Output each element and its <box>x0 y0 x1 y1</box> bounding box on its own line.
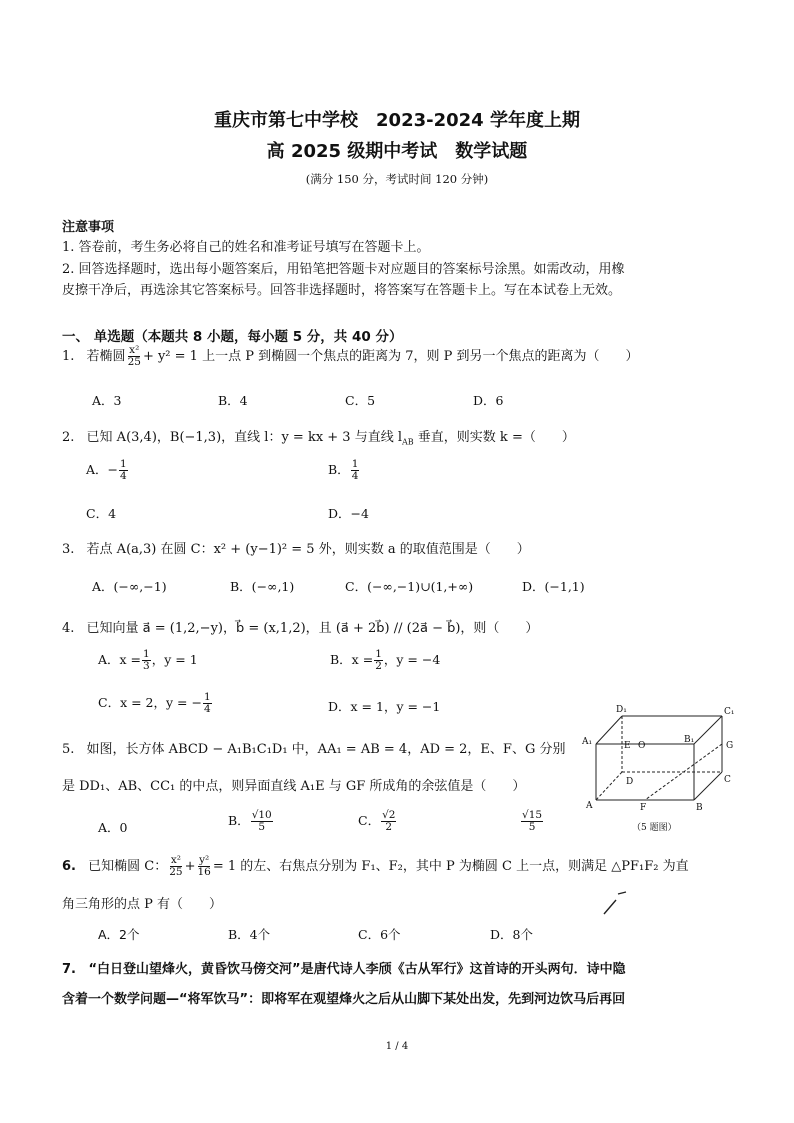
label-a1: A₁ <box>582 737 593 747</box>
fraction-den: 4 <box>203 703 211 716</box>
question-number: 4. <box>62 621 75 636</box>
question-text: 已知椭圆 C： <box>88 859 168 875</box>
q2-option-a[interactable] <box>86 459 129 482</box>
question-2 <box>62 426 575 447</box>
question-text: 垂直，则实数 k =（ ） <box>413 430 575 445</box>
fraction-den: 5 <box>258 821 266 834</box>
fraction-num: 1 <box>375 648 382 660</box>
q3-option-d[interactable]: D．(−1,1) <box>522 579 585 594</box>
fraction-num: x² <box>129 344 140 356</box>
question-number: 3. <box>62 542 75 557</box>
label-c1: C₁ <box>724 707 735 717</box>
q1-option-a[interactable]: A．3 <box>92 393 122 408</box>
label-f: F <box>640 803 647 813</box>
question-number: 2. <box>62 430 75 445</box>
question-text: “白日登山望烽火，黄昏饮马傍交河”是唐代诗人李颀《古从军行》这首诗的开头两句．诗中隐 <box>88 962 626 977</box>
q1-option-d[interactable]: D．6 <box>473 393 504 408</box>
q2-option-d[interactable]: D．−4 <box>328 506 369 521</box>
label-d1: D₁ <box>616 705 627 715</box>
option-text: ，y = 1 <box>151 652 198 668</box>
fraction-den: 5 <box>528 821 536 834</box>
option-label: C． <box>358 813 381 829</box>
question-text: 若点 A(a,3) 在圆 C：x² + (y−1)² = 5 外，则实数 a 的取值范围是（ ） <box>86 542 530 557</box>
question-7-line2: 含着一个数学问题—“将军饮马”：即将军在观望烽火之后从山脚下某处出发，先到河边饮马后再回 <box>62 992 626 1007</box>
edge-da-hidden <box>596 772 622 800</box>
q5-option-c[interactable] <box>358 810 397 833</box>
edge-d1a1 <box>596 716 622 744</box>
q4-option-b[interactable] <box>330 649 440 672</box>
option-label: A．− <box>86 462 119 478</box>
option-label: B．x = <box>330 652 374 668</box>
q6-option-b[interactable]: B．4个 <box>228 927 271 942</box>
q4-option-c[interactable] <box>98 692 213 715</box>
label-d: D <box>626 777 634 787</box>
notes-item-2b: 皮擦干净后，再选涂其它答案标号。回答非选择题时，将答案写在答题卡上。写在本试卷上无效。 <box>62 283 622 298</box>
fraction <box>381 810 396 833</box>
fraction <box>203 692 212 715</box>
notes-item-1: 1. 答卷前，考生务必将自己的姓名和准考证号填写在答题卡上。 <box>62 240 430 255</box>
q3-option-b[interactable]: B．(−∞,1) <box>230 579 295 594</box>
question-text: 已知 A(3,4)，B(−1,3)，直线 l：y = kx + 3 与直线 l <box>86 430 403 445</box>
label-b: B <box>696 803 703 813</box>
question-6-line1: 6. 已知椭圆 C： $\frac{\text{x²}}{25}$ + $\frac{\text{y²}}{16}$ = 1 的左、右焦点分别为 F₁、F₂，其中 P 为椭圆 C 上一点，则满足 △PF₁F₂ 为直 <box>62 854 689 879</box>
fraction-den: 25 <box>169 866 183 879</box>
segment-gf <box>645 744 722 800</box>
fraction-den: 16 <box>197 866 211 879</box>
cuboid-figure <box>580 700 760 835</box>
fraction <box>197 855 212 878</box>
question-text: 若椭圆 <box>86 349 126 365</box>
q2-option-b[interactable] <box>328 459 360 482</box>
q5-option-a[interactable]: A．0 <box>98 820 128 835</box>
question-text: 如图，长方体 ABCD − A₁B₁C₁D₁ 中，AA₁ = AB = 4，AD = 2，E、F、G 分别 <box>86 742 566 757</box>
fraction-num: √15 <box>522 809 543 821</box>
q5-option-b[interactable] <box>228 810 274 833</box>
q1-option-c[interactable]: C．5 <box>345 393 376 408</box>
question-number: 7. <box>62 962 76 977</box>
q3-option-a[interactable]: A．(−∞,−1) <box>92 579 167 594</box>
q1-option-b[interactable]: B．4 <box>218 393 248 408</box>
label-a: A <box>586 801 593 811</box>
fraction <box>168 855 183 878</box>
option-text: ，y = −4 <box>383 652 441 668</box>
fraction <box>127 345 142 368</box>
fraction-num: √2 <box>382 809 396 821</box>
figure-caption: （5 题图） <box>632 823 677 833</box>
option-label: C．x = 2，y = − <box>98 695 202 711</box>
edge-c1b1 <box>694 716 722 744</box>
fraction-den: 25 <box>127 356 141 369</box>
option-label: B． <box>328 462 350 478</box>
fraction-num: y² <box>199 854 210 866</box>
q4-option-d[interactable]: D．x = 1，y = −1 <box>328 699 441 714</box>
label-c: C <box>724 775 731 785</box>
fraction-num: 1 <box>143 648 150 660</box>
label-e: E <box>624 741 631 751</box>
fraction <box>351 459 360 482</box>
q6-option-d[interactable]: D．8个 <box>490 927 533 942</box>
edge-bc <box>694 772 722 800</box>
q3-option-c[interactable]: C．(−∞,−1)∪(1,+∞) <box>345 579 474 594</box>
notes-item-2a: 2. 回答选择题时，选出每小题答案后，用铅笔把答题卡对应题目的答案标号涂黑。如需改动，用橡 <box>62 262 625 277</box>
fraction-den: 3 <box>143 660 150 673</box>
fraction <box>521 810 543 833</box>
fraction <box>251 810 273 833</box>
page-number: 1 / 4 <box>385 1041 409 1052</box>
fraction-den: 4 <box>120 470 127 483</box>
fraction-den: 2 <box>375 660 382 673</box>
question-1 <box>62 345 639 368</box>
exam-title-line2: 高 2025 级期中考试 数学试题 <box>266 141 528 162</box>
fraction-num: x² <box>170 854 181 866</box>
notes-heading: 注意事项 <box>62 220 115 235</box>
question-number: 1. <box>62 349 75 365</box>
question-text: + y² = 1 上一点 P 到椭圆一个焦点的距离为 7，则 P 到另一个焦点的距离为（ ） <box>142 349 639 365</box>
exam-title-line1: 重庆市第七中学校 2023-2024 学年度上期 <box>214 110 580 131</box>
q6-option-a[interactable]: A．2个 <box>98 927 140 942</box>
label-g: G <box>726 741 734 751</box>
fraction-den: 2 <box>385 821 393 834</box>
fraction-den: 4 <box>351 470 359 483</box>
q5-option-d[interactable] <box>520 810 544 833</box>
question-4 <box>62 617 538 636</box>
fraction-num: 1 <box>120 458 127 470</box>
q2-option-c[interactable]: C．4 <box>86 506 117 521</box>
q4-option-a[interactable] <box>98 649 198 672</box>
question-5-line2: 是 DD₁、AB、CC₁ 的中点，则异面直线 A₁E 与 GF 所成角的余弦值是（ ） <box>62 779 526 794</box>
fraction <box>119 459 128 482</box>
fraction <box>142 649 151 672</box>
question-number: 6. <box>62 859 76 875</box>
question-text: 已知向量 a⃗ = (1,2,−y)，b⃗ = (x,1,2)，且 (a⃗ + 2b⃗) // (2a⃗ − b⃗)，则（ ） <box>86 621 539 636</box>
fraction <box>374 649 383 672</box>
option-label: A．x = <box>98 652 142 668</box>
question-text: = 1 的左、右焦点分别为 F₁、F₂，其中 P 为椭圆 C 上一点，则满足 △PF₁F₂ 为直 <box>212 859 689 875</box>
q6-option-c[interactable]: C．6个 <box>358 927 401 942</box>
subscript: AB <box>402 437 414 447</box>
pen-mark <box>600 880 640 920</box>
question-6-line2: 角三角形的点 P 有（ ） <box>62 897 223 912</box>
fraction-num: 1 <box>203 691 211 703</box>
label-b1: B₁ <box>684 735 695 745</box>
fraction-num: √10 <box>251 809 272 821</box>
question-3 <box>62 538 530 557</box>
section-heading: 一、 单选题（本题共 8 小题，每小题 5 分，共 40 分） <box>62 329 403 345</box>
question-7-line1 <box>62 958 626 977</box>
option-label: B． <box>228 813 250 829</box>
fraction-num: 1 <box>351 458 359 470</box>
question-5-line1 <box>62 738 565 757</box>
label-o: O <box>638 741 646 751</box>
exam-subtitle: (满分 150 分，考试时间 120 分钟) <box>305 172 489 186</box>
question-number: 5. <box>62 742 75 757</box>
